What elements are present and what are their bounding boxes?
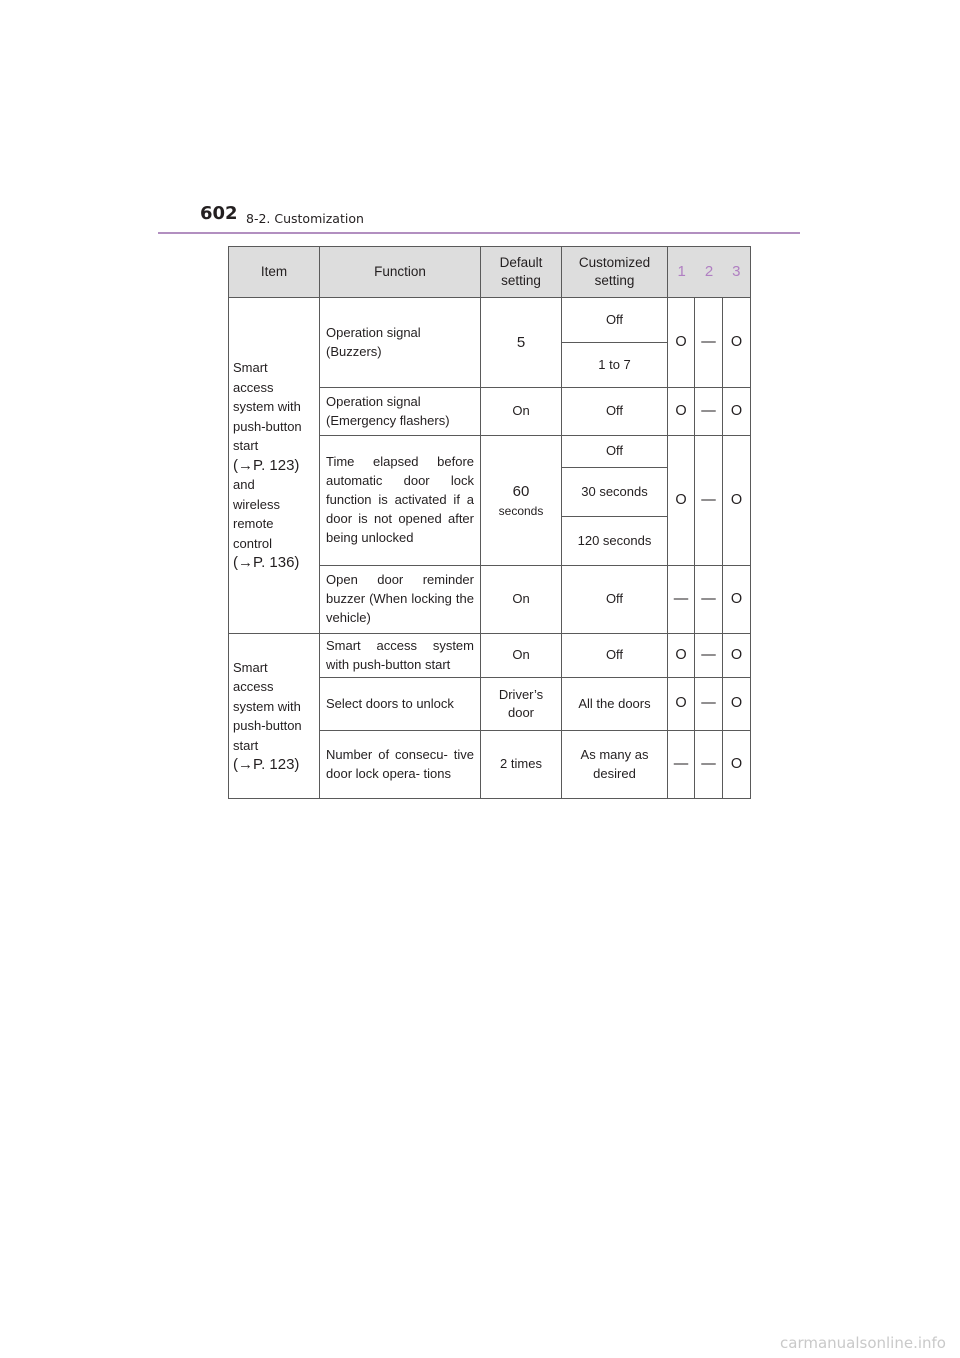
method-3-mark: O [723, 298, 751, 388]
method-2-mark: — [695, 634, 723, 678]
table-row [229, 298, 751, 343]
col-header-customized: Customized setting [562, 247, 668, 298]
customized-cell: As many as desired [562, 731, 668, 799]
default-cell: On [481, 388, 562, 436]
method-1-mark: — [668, 731, 695, 799]
method-3-mark: O [723, 388, 751, 436]
method-2-mark: — [695, 298, 723, 388]
default-cell: Driver’s door [481, 678, 562, 731]
method-1-mark: O [668, 388, 695, 436]
method-3-mark: O [723, 678, 751, 731]
function-cell: Time elapsed before automatic door lock function is activated if a door is not opened after being unlocked [320, 436, 481, 566]
table-row [229, 634, 751, 678]
method-3-mark: O [723, 634, 751, 678]
method-2-mark: — [695, 731, 723, 799]
method-2-mark: — [695, 678, 723, 731]
default-cell: 5 [481, 298, 562, 388]
customized-cell: All the doors [562, 678, 668, 731]
method-1-mark: O [668, 634, 695, 678]
method-3-mark: O [723, 436, 751, 566]
col-header-item: Item [229, 247, 320, 298]
method-2-mark: — [695, 436, 723, 566]
function-cell: Open door reminder buzzer (When locking the vehicle) [320, 566, 481, 634]
customized-cell: 30 seconds [562, 468, 668, 517]
method-1-mark: O [668, 436, 695, 566]
method-3-label: 3 [732, 262, 741, 280]
method-1-label: 1 [677, 262, 686, 280]
method-3-mark: O [723, 731, 751, 799]
function-cell: Operation signal (Buzzers) [320, 298, 481, 388]
customized-cell: Off [562, 298, 668, 343]
customized-cell: 120 seconds [562, 517, 668, 566]
customization-table [228, 246, 751, 799]
method-1-mark: — [668, 566, 695, 634]
page-number: 602 [200, 203, 238, 224]
customized-cell: Off [562, 436, 668, 468]
function-cell: Select doors to unlock [320, 678, 481, 731]
item-cell-group1: Smart access system with push-button start (→P. 123) and wireless remote control (→P. 136) [229, 298, 320, 634]
default-cell: On [481, 634, 562, 678]
customized-cell: Off [562, 388, 668, 436]
function-cell: Smart access system with push-button start [320, 634, 481, 678]
method-2-mark: — [695, 566, 723, 634]
default-cell: 60 seconds [481, 436, 562, 566]
table-header-row [229, 247, 751, 298]
watermark: carmanualsonline.info [780, 1334, 946, 1352]
col-header-default: Default setting [481, 247, 562, 298]
col-header-function: Function [320, 247, 481, 298]
default-cell: 2 times [481, 731, 562, 799]
col-header-methods [668, 247, 751, 298]
section-title: 8-2. Customization [246, 211, 364, 226]
function-cell: Number of consecu- tive door lock opera- tions [320, 731, 481, 799]
default-cell: On [481, 566, 562, 634]
customized-cell: 1 to 7 [562, 343, 668, 388]
method-2-label: 2 [704, 262, 714, 280]
header-divider [158, 232, 800, 234]
method-3-mark: O [723, 566, 751, 634]
function-cell: Operation signal (Emergency flashers) [320, 388, 481, 436]
method-2-mark: — [695, 388, 723, 436]
customized-cell: Off [562, 634, 668, 678]
method-1-mark: O [668, 678, 695, 731]
item-cell-group2: Smart access system with push-button start (→P. 123) [229, 634, 320, 799]
method-1-mark: O [668, 298, 695, 388]
customized-cell: Off [562, 566, 668, 634]
